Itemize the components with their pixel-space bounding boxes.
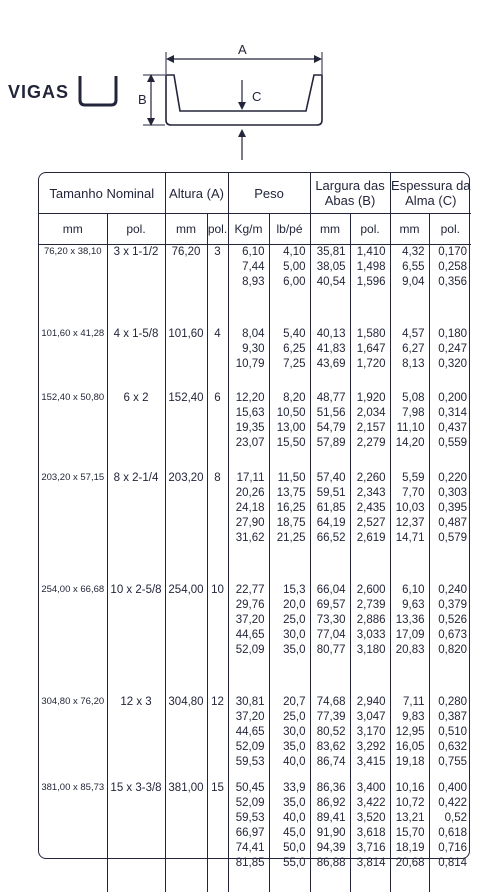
b-pol-cell xyxy=(350,245,390,327)
c-pol-cell xyxy=(429,391,471,471)
value-line: 52,09 xyxy=(235,644,265,657)
c-mm-cell xyxy=(390,695,429,781)
value-line: 3,292 xyxy=(356,741,386,754)
value-line: 13,21 xyxy=(395,811,425,824)
value-line: 14,71 xyxy=(395,532,425,545)
altura-mm-cell: 101,60 xyxy=(165,327,207,391)
table-row xyxy=(39,471,471,583)
subheader-espessura-mm: mm xyxy=(390,214,429,245)
value-line: 40,13 xyxy=(316,327,346,340)
altura-mm-cell: 381,00 xyxy=(165,781,207,892)
nominal-pol-cell: 6 x 2 xyxy=(107,391,165,471)
subheader-espessura-pol: pol. xyxy=(429,214,471,245)
value-line: 0,673 xyxy=(438,629,468,642)
dim-c-arrow xyxy=(238,102,246,110)
value-line: 0,356 xyxy=(438,276,468,289)
channel-profile xyxy=(166,75,322,125)
value-line: 2,527 xyxy=(356,517,386,530)
value-line: 3,180 xyxy=(356,644,386,657)
lbpe-cell xyxy=(269,327,310,391)
value-line: 19,18 xyxy=(395,756,425,769)
value-line: 30,0 xyxy=(283,725,306,738)
altura-pol-cell: 10 xyxy=(207,583,228,695)
value-line: 8,93 xyxy=(242,276,265,289)
value-line: 5,40 xyxy=(283,327,306,340)
value-line: 31,62 xyxy=(235,532,265,545)
value-line: 13,75 xyxy=(276,486,306,499)
value-line: 0,814 xyxy=(438,857,468,870)
value-line: 3,618 xyxy=(356,827,386,840)
dim-a-arrow-right xyxy=(314,55,322,63)
value-line: 52,09 xyxy=(235,741,265,754)
value-line: 0,240 xyxy=(438,583,468,596)
value-line: 9,63 xyxy=(402,598,425,611)
value-line: 25,0 xyxy=(283,613,306,626)
c-pol-cell xyxy=(429,245,471,327)
value-line: 74,68 xyxy=(316,695,346,708)
value-line: 10,16 xyxy=(395,781,425,794)
b-mm-cell xyxy=(310,583,350,695)
value-line: 0,400 xyxy=(438,781,468,794)
value-line: 10,72 xyxy=(395,796,425,809)
nominal-pol-cell: 3 x 1-1/2 xyxy=(107,245,165,327)
nominal-pol-cell: 8 x 2-1/4 xyxy=(107,471,165,583)
value-line: 0,487 xyxy=(438,517,468,530)
value-line: 89,41 xyxy=(316,811,346,824)
value-line: 29,76 xyxy=(235,598,265,611)
value-line: 2,343 xyxy=(356,486,386,499)
kgm-cell xyxy=(228,695,269,781)
value-line: 2,279 xyxy=(356,437,386,450)
value-line: 0,303 xyxy=(438,486,468,499)
value-line: 10,50 xyxy=(276,406,306,419)
kgm-cell xyxy=(228,391,269,471)
nominal-mm-cell: 76,20 x 38,10 xyxy=(39,245,107,327)
header-espessura-alma: Espessura da Alma (C) xyxy=(390,173,471,214)
value-line: 59,53 xyxy=(235,756,265,769)
b-pol-cell xyxy=(350,583,390,695)
value-line: 15,63 xyxy=(235,406,265,419)
value-line: 5,00 xyxy=(283,261,306,274)
value-line: 0,387 xyxy=(438,710,468,723)
value-line: 64,19 xyxy=(316,517,346,530)
subheader-largura-pol: pol. xyxy=(350,214,390,245)
value-line: 17,09 xyxy=(395,629,425,642)
value-line: 7,44 xyxy=(242,261,265,274)
b-pol-cell xyxy=(350,471,390,583)
value-line: 30,0 xyxy=(283,629,306,642)
value-line: 59,53 xyxy=(235,811,265,824)
b-mm-cell xyxy=(310,245,350,327)
value-line: 44,65 xyxy=(235,629,265,642)
nominal-pol-cell: 15 x 3-3/8 xyxy=(107,781,165,892)
value-line: 7,70 xyxy=(402,486,425,499)
value-line: 0,510 xyxy=(438,725,468,738)
subheader-nominal-pol: pol. xyxy=(107,214,165,245)
value-line: 15,3 xyxy=(283,583,306,596)
subheader-nominal-mm: mm xyxy=(39,214,107,245)
altura-pol-cell: 6 xyxy=(207,391,228,471)
altura-mm-cell: 203,20 xyxy=(165,471,207,583)
header-largura-abas: Largura das Abas (B) xyxy=(310,173,390,214)
c-pol-cell xyxy=(429,695,471,781)
value-line: 18,19 xyxy=(395,842,425,855)
b-mm-cell xyxy=(310,781,350,892)
table-row xyxy=(39,695,471,781)
value-line: 7,98 xyxy=(402,406,425,419)
header-peso: Peso xyxy=(228,173,310,214)
b-mm-cell xyxy=(310,327,350,391)
value-line: 0,180 xyxy=(438,327,468,340)
c-pol-cell xyxy=(429,781,471,892)
value-line: 1,498 xyxy=(356,261,386,274)
value-line: 55,0 xyxy=(283,857,306,870)
value-line: 27,90 xyxy=(235,517,265,530)
value-line: 20,0 xyxy=(283,598,306,611)
value-line: 15,50 xyxy=(276,437,306,450)
value-line: 0,632 xyxy=(438,741,468,754)
value-line: 23,07 xyxy=(235,437,265,450)
value-line: 10,03 xyxy=(395,501,425,514)
value-line: 8,04 xyxy=(242,327,265,340)
value-line: 66,97 xyxy=(235,827,265,840)
table-row xyxy=(39,781,471,892)
value-line: 2,600 xyxy=(356,583,386,596)
value-line: 1,580 xyxy=(356,327,386,340)
table-row xyxy=(39,583,471,695)
value-line: 0,716 xyxy=(438,842,468,855)
nominal-mm-cell: 254,00 x 66,68 xyxy=(39,583,107,695)
table-body xyxy=(39,245,471,892)
kgm-cell xyxy=(228,781,269,892)
c-pol-cell xyxy=(429,327,471,391)
value-line: 0,559 xyxy=(438,437,468,450)
value-line: 41,83 xyxy=(316,342,346,355)
altura-pol-cell: 4 xyxy=(207,327,228,391)
lbpe-cell xyxy=(269,245,310,327)
nominal-pol-cell: 10 x 2-5/8 xyxy=(107,583,165,695)
value-line: 35,81 xyxy=(316,246,346,258)
value-line: 66,52 xyxy=(316,532,346,545)
kgm-cell xyxy=(228,471,269,583)
value-line: 4,10 xyxy=(283,246,306,258)
channel-diagram xyxy=(0,0,500,172)
altura-pol-cell: 12 xyxy=(207,695,228,781)
b-pol-cell xyxy=(350,327,390,391)
value-line: 44,65 xyxy=(235,725,265,738)
value-line: 38,05 xyxy=(316,261,346,274)
nominal-mm-cell: 304,80 x 76,20 xyxy=(39,695,107,781)
value-line: 0,170 xyxy=(438,246,468,258)
value-line: 3,033 xyxy=(356,629,386,642)
value-line: 2,260 xyxy=(356,471,386,484)
value-line: 2,435 xyxy=(356,501,386,514)
value-line: 33,9 xyxy=(283,781,306,794)
value-line: 1,920 xyxy=(356,391,386,404)
value-line: 1,410 xyxy=(356,246,386,258)
kgm-cell xyxy=(228,583,269,695)
value-line: 7,11 xyxy=(403,695,425,708)
value-line: 17,11 xyxy=(236,471,265,484)
altura-mm-cell: 304,80 xyxy=(165,695,207,781)
value-line: 1,596 xyxy=(356,276,386,289)
value-line: 66,04 xyxy=(316,583,346,596)
dim-a-label: A xyxy=(238,42,247,57)
value-line: 0,820 xyxy=(438,644,468,657)
value-line: 20,68 xyxy=(395,857,425,870)
vigas-label: VIGAS xyxy=(8,82,70,102)
value-line: 3,814 xyxy=(356,857,386,870)
value-line: 9,04 xyxy=(402,276,425,289)
altura-mm-cell: 254,00 xyxy=(165,583,207,695)
value-line: 6,00 xyxy=(283,276,306,289)
value-line: 7,25 xyxy=(283,357,306,370)
value-line: 19,35 xyxy=(235,421,265,434)
kgm-cell xyxy=(228,327,269,391)
lbpe-cell xyxy=(269,695,310,781)
b-pol-cell xyxy=(350,781,390,892)
value-line: 12,95 xyxy=(395,725,425,738)
value-line: 2,034 xyxy=(356,406,386,419)
value-line: 0,220 xyxy=(438,471,468,484)
lbpe-cell xyxy=(269,583,310,695)
value-line: 0,618 xyxy=(438,827,468,840)
value-line: 0,320 xyxy=(438,357,468,370)
subheader-peso-kgm: Kg/m xyxy=(228,214,269,245)
value-line: 51,56 xyxy=(316,406,346,419)
value-line: 2,157 xyxy=(356,421,386,434)
value-line: 1,647 xyxy=(356,342,386,355)
value-line: 6,27 xyxy=(402,342,425,355)
value-line: 91,90 xyxy=(316,827,346,840)
b-pol-cell xyxy=(350,391,390,471)
value-line: 3,716 xyxy=(356,842,386,855)
dim-a-arrow-left xyxy=(166,55,174,63)
value-line: 10,79 xyxy=(235,357,265,370)
value-line: 2,886 xyxy=(356,613,386,626)
subheader-altura-pol: pol. xyxy=(207,214,228,245)
value-line: 83,62 xyxy=(316,741,346,754)
value-line: 18,75 xyxy=(276,517,306,530)
value-line: 6,10 xyxy=(242,246,265,258)
header-altura: Altura (A) xyxy=(165,173,228,214)
value-line: 77,04 xyxy=(316,629,346,642)
value-line: 4,32 xyxy=(402,246,425,258)
lbpe-cell xyxy=(269,781,310,892)
value-line: 1,720 xyxy=(356,357,386,370)
value-line: 5,59 xyxy=(402,471,425,484)
table-row xyxy=(39,327,471,391)
b-mm-cell xyxy=(310,471,350,583)
u-channel-icon xyxy=(80,76,116,105)
c-mm-cell xyxy=(390,583,429,695)
value-line: 0,755 xyxy=(438,756,468,769)
value-line: 20,83 xyxy=(395,644,425,657)
value-line: 40,0 xyxy=(283,811,306,824)
value-line: 4,57 xyxy=(402,327,425,340)
value-line: 61,85 xyxy=(316,501,346,514)
b-pol-cell xyxy=(350,695,390,781)
value-line: 22,77 xyxy=(235,583,265,596)
c-mm-cell xyxy=(390,391,429,471)
value-line: 52,09 xyxy=(235,796,265,809)
value-line: 81,85 xyxy=(235,857,265,870)
value-line: 86,74 xyxy=(316,756,346,769)
value-line: 12,37 xyxy=(395,517,425,530)
value-line: 0,579 xyxy=(438,532,468,545)
value-line: 16,05 xyxy=(395,741,425,754)
value-line: 0,280 xyxy=(438,695,468,708)
value-line: 3,422 xyxy=(356,796,386,809)
value-line: 77,39 xyxy=(316,710,346,723)
value-line: 15,70 xyxy=(395,827,425,840)
value-line: 11,50 xyxy=(277,471,306,484)
nominal-mm-cell: 203,20 x 57,15 xyxy=(39,471,107,583)
value-line: 48,77 xyxy=(316,391,346,404)
altura-pol-cell: 8 xyxy=(207,471,228,583)
value-line: 57,89 xyxy=(316,437,346,450)
value-line: 43,69 xyxy=(316,357,346,370)
value-line: 86,92 xyxy=(316,796,346,809)
value-line: 3,400 xyxy=(356,781,386,794)
value-line: 57,40 xyxy=(316,471,346,484)
value-line: 6,25 xyxy=(283,342,306,355)
value-line: 37,20 xyxy=(235,613,265,626)
value-line: 16,25 xyxy=(276,501,306,514)
value-line: 74,41 xyxy=(235,842,265,855)
value-line: 45,0 xyxy=(283,827,306,840)
dim-b-label: B xyxy=(138,92,147,107)
value-line: 0,258 xyxy=(438,261,468,274)
value-line: 3,047 xyxy=(356,710,386,723)
value-line: 25,0 xyxy=(283,710,306,723)
value-line: 69,57 xyxy=(316,598,346,611)
value-line: 3,415 xyxy=(356,756,386,769)
value-line: 40,0 xyxy=(283,756,306,769)
c-mm-cell xyxy=(390,471,429,583)
nominal-pol-cell: 4 x 1-5/8 xyxy=(107,327,165,391)
table-row xyxy=(39,245,471,327)
value-line: 14,20 xyxy=(395,437,425,450)
value-line: 35,0 xyxy=(283,741,306,754)
subheader-largura-mm: mm xyxy=(310,214,350,245)
dim-c-bottom-arrow xyxy=(238,129,246,137)
b-mm-cell xyxy=(310,391,350,471)
nominal-mm-cell: 381,00 x 85,73 xyxy=(39,781,107,892)
value-line: 40,54 xyxy=(316,276,346,289)
value-line: 35,0 xyxy=(283,644,306,657)
value-line: 80,52 xyxy=(316,725,346,738)
value-line: 73,30 xyxy=(316,613,346,626)
value-line: 0,395 xyxy=(438,501,468,514)
value-line: 5,08 xyxy=(402,391,425,404)
altura-mm-cell: 152,40 xyxy=(165,391,207,471)
c-pol-cell xyxy=(429,583,471,695)
value-line: 13,36 xyxy=(395,613,425,626)
value-line: 86,36 xyxy=(316,781,346,794)
nominal-mm-cell: 101,60 x 41,28 xyxy=(39,327,107,391)
lbpe-cell xyxy=(269,471,310,583)
nominal-mm-cell: 152,40 x 50,80 xyxy=(39,391,107,471)
value-line: 24,18 xyxy=(235,501,265,514)
value-line: 12,20 xyxy=(235,391,265,404)
c-mm-cell xyxy=(390,245,429,327)
value-line: 54,79 xyxy=(316,421,346,434)
value-line: 0,247 xyxy=(438,342,468,355)
c-pol-cell xyxy=(429,471,471,583)
subheader-peso-lbpe: lb/pé xyxy=(269,214,310,245)
value-line: 21,25 xyxy=(276,532,306,545)
value-line: 3,520 xyxy=(356,811,386,824)
altura-pol-cell: 3 xyxy=(207,245,228,327)
value-line: 20,26 xyxy=(235,486,265,499)
altura-pol-cell: 15 xyxy=(207,781,228,892)
nominal-pol-cell: 12 x 3 xyxy=(107,695,165,781)
value-line: 0,200 xyxy=(438,391,468,404)
value-line: 0,526 xyxy=(438,613,468,626)
value-line: 9,30 xyxy=(242,342,265,355)
c-mm-cell xyxy=(390,781,429,892)
value-line: 6,10 xyxy=(402,583,425,596)
value-line: 0,314 xyxy=(438,406,468,419)
value-line: 13,00 xyxy=(276,421,306,434)
value-line: 94,39 xyxy=(316,842,346,855)
lbpe-cell xyxy=(269,391,310,471)
value-line: 35,0 xyxy=(283,796,306,809)
value-line: 11,10 xyxy=(396,421,425,434)
value-line: 6,55 xyxy=(402,261,425,274)
subheader-altura-mm: mm xyxy=(165,214,207,245)
value-line: 8,20 xyxy=(283,391,306,404)
header-tamanho-nominal: Tamanho Nominal xyxy=(39,173,165,214)
altura-mm-cell: 76,20 xyxy=(165,245,207,327)
value-line: 8,13 xyxy=(402,357,425,370)
value-line: 20,7 xyxy=(283,695,306,708)
value-line: 2,739 xyxy=(356,598,386,611)
value-line: 37,20 xyxy=(235,710,265,723)
value-line: 59,51 xyxy=(316,486,346,499)
specs-table xyxy=(38,172,471,870)
kgm-cell xyxy=(228,245,269,327)
c-mm-cell xyxy=(390,327,429,391)
table-row xyxy=(39,391,471,471)
b-mm-cell xyxy=(310,695,350,781)
value-line: 9,83 xyxy=(402,710,425,723)
value-line: 30,81 xyxy=(235,695,265,708)
value-line: 0,437 xyxy=(438,421,468,434)
value-line: 0,422 xyxy=(438,796,468,809)
value-line: 50,0 xyxy=(283,842,306,855)
value-line: 50,45 xyxy=(235,781,265,794)
value-line: 2,619 xyxy=(356,532,386,545)
value-line: 3,170 xyxy=(356,725,386,738)
value-line: 0,379 xyxy=(438,598,468,611)
value-line: 80,77 xyxy=(316,644,346,657)
dim-c-label: C xyxy=(252,89,262,104)
value-line: 2,940 xyxy=(356,695,386,708)
value-line: 0,52 xyxy=(444,811,468,824)
value-line: 86,88 xyxy=(316,857,346,870)
